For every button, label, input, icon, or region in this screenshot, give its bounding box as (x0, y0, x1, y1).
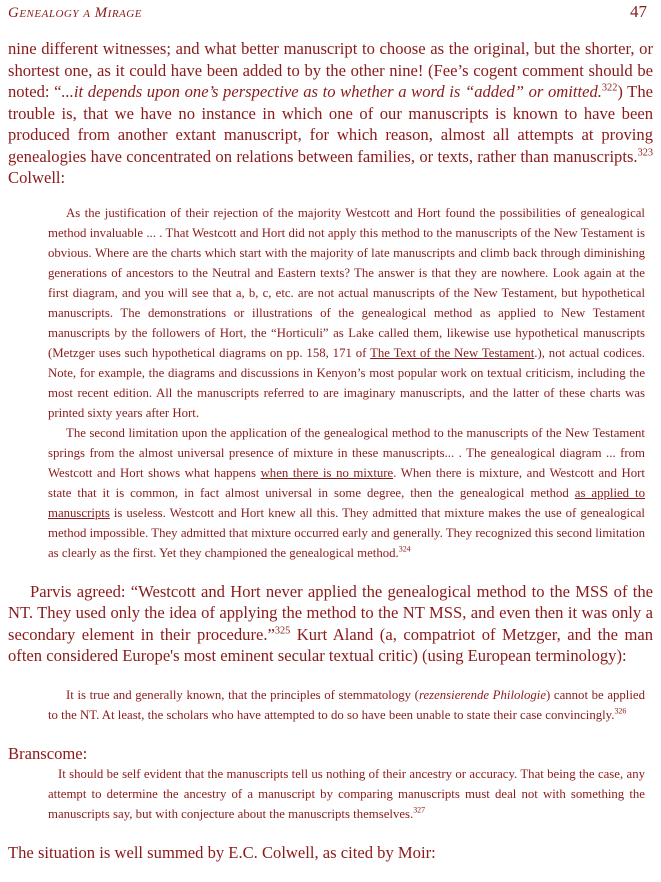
quote-text: is useless. Westcott and Hort knew all this. They admitted that mixture makes the use of genealogical method impossible. They admitted that mixture occurred early and generally. They recognized this second limitation as clearly as the first. Yet they championed the genealogical method. (48, 505, 645, 560)
quote-text: ) cannot be applied to the NT. At least, the scholars who have attempted to do so have been unable to state their case convincingly. (48, 687, 645, 722)
footnote-ref-325: 325 (274, 624, 291, 636)
paragraph-colwell-moir (8, 842, 653, 864)
book-title-underlined: The Text of the New Testament (370, 345, 535, 360)
blockquote-colwell (48, 203, 645, 563)
paragraph-text: nine different witnesses; and what better manuscript to choose as the original, but the shorter, or shortest one, as it could have been added to by the other nine! (Fee’s cogent comment should be noted: “ (8, 39, 653, 101)
quote-text: The second limitation upon the application of the genealogical method to the manuscripts of the New Testament springs from the almost universal presence of mixture in these manuscripts... . The genealogical diagram ... from Westcott and Hort shows what happens (48, 425, 645, 480)
quote-text: . When there is mixture, and Westcott and Hort state that it is common, in fact almost universal in some degree, then the genealogical method (48, 465, 645, 500)
underlined-phrase: as applied to manuscripts (48, 485, 645, 520)
paragraph-text: ) The trouble is, that we have no instance in which one of our manuscripts is known to have been produced from another extant manuscript, for which reason, almost all attempts at proving genealogies have concentrated on relations between families, or texts, rather than manuscripts. (8, 82, 653, 166)
footnote-ref-327: 327 (413, 805, 426, 815)
paragraph-text: The situation is well summed by E.C. Colwell, as cited by Moir: (8, 843, 436, 862)
footnote-ref-324: 324 (398, 544, 411, 554)
page-number: 47 (630, 2, 647, 21)
running-head: Genealogy a Mirage (8, 5, 142, 21)
fee-quote: ...it depends upon one’s perspective as to whether a word is “added” or omitted. (61, 82, 602, 101)
paragraph-fee-comment (8, 38, 653, 189)
paragraph-text: Branscome: (8, 743, 88, 763)
blockquote-aland (48, 685, 645, 725)
footnote-ref-326: 326 (614, 706, 627, 716)
paragraph-text: Kurt Aland (a, compatriot of Metzger, and the man often considered Europe's most eminent secular textual critic) (using European terminology): (8, 624, 654, 665)
paragraph-branscome (8, 743, 653, 765)
quote-text: .), not actual codices. Note, for example, the diagrams and discussions in Kenyon’s most popular work on textual criticism, including the most recent edition. All the manuscripts referred to are imaginary manuscripts, and the latter of these charts was printed sixty years after Hort. (48, 345, 646, 420)
blockquote-branscome (48, 764, 645, 824)
quote-paragraph (48, 764, 645, 824)
page-header (8, 2, 647, 24)
footnote-ref-323: 323 (637, 146, 653, 158)
quote-paragraph (48, 685, 645, 725)
paragraph-text: Parvis agreed: “Westcott and Hort never applied the genealogical method to the MSS of the NT. They used only the idea of applying the method to the NT MSS, and even then it was only a secondary element in their procedure.” (8, 581, 653, 644)
quote-text: As the justification of their rejection of the majority Westcott and Hort found the possibilities of genealogical method invaluable ... . That Westcott and Hort did not apply this method to the manuscripts of the New Testament is obvious. Where are the charts which start with the majority of late manuscripts and climb back through diminishing generations of ancestors to the Neutral and Eastern texts? The answer is that they are nowhere. Look again at the first diagram, and you will see that a, b, c, etc. are not actual manuscripts of the New Testament, but hypothetical manuscripts. The demonstrations or illustrations of the genealogical method as applied to New Testament manuscripts by the followers of Hort, the “Horticuli” as Lake called them, likewise use hypothetical manuscripts (Metzger uses such hypothetical diagrams on pp. 158, 171 of (48, 205, 645, 360)
italic-term: rezensierende Philologie (418, 687, 546, 702)
quote-paragraph-1 (48, 203, 645, 423)
quote-paragraph-2 (48, 423, 645, 563)
footnote-ref-322: 322 (601, 82, 618, 94)
quote-text: It should be self evident that the manuscripts tell us nothing of their ancestry or accuracy. That being the case, any attempt to determine the ancestry of a manuscript by comparing manuscripts must deal not with something the manuscripts say, but with conjecture about the manuscripts themselves. (48, 767, 645, 821)
quote-text: It is true and generally known, that the principles of stemmatology ( (66, 687, 419, 702)
page-body (8, 38, 653, 864)
paragraph-parvis (8, 581, 653, 667)
paragraph-text: Colwell: (8, 168, 66, 187)
underlined-phrase: when there is no mixture (260, 465, 394, 480)
